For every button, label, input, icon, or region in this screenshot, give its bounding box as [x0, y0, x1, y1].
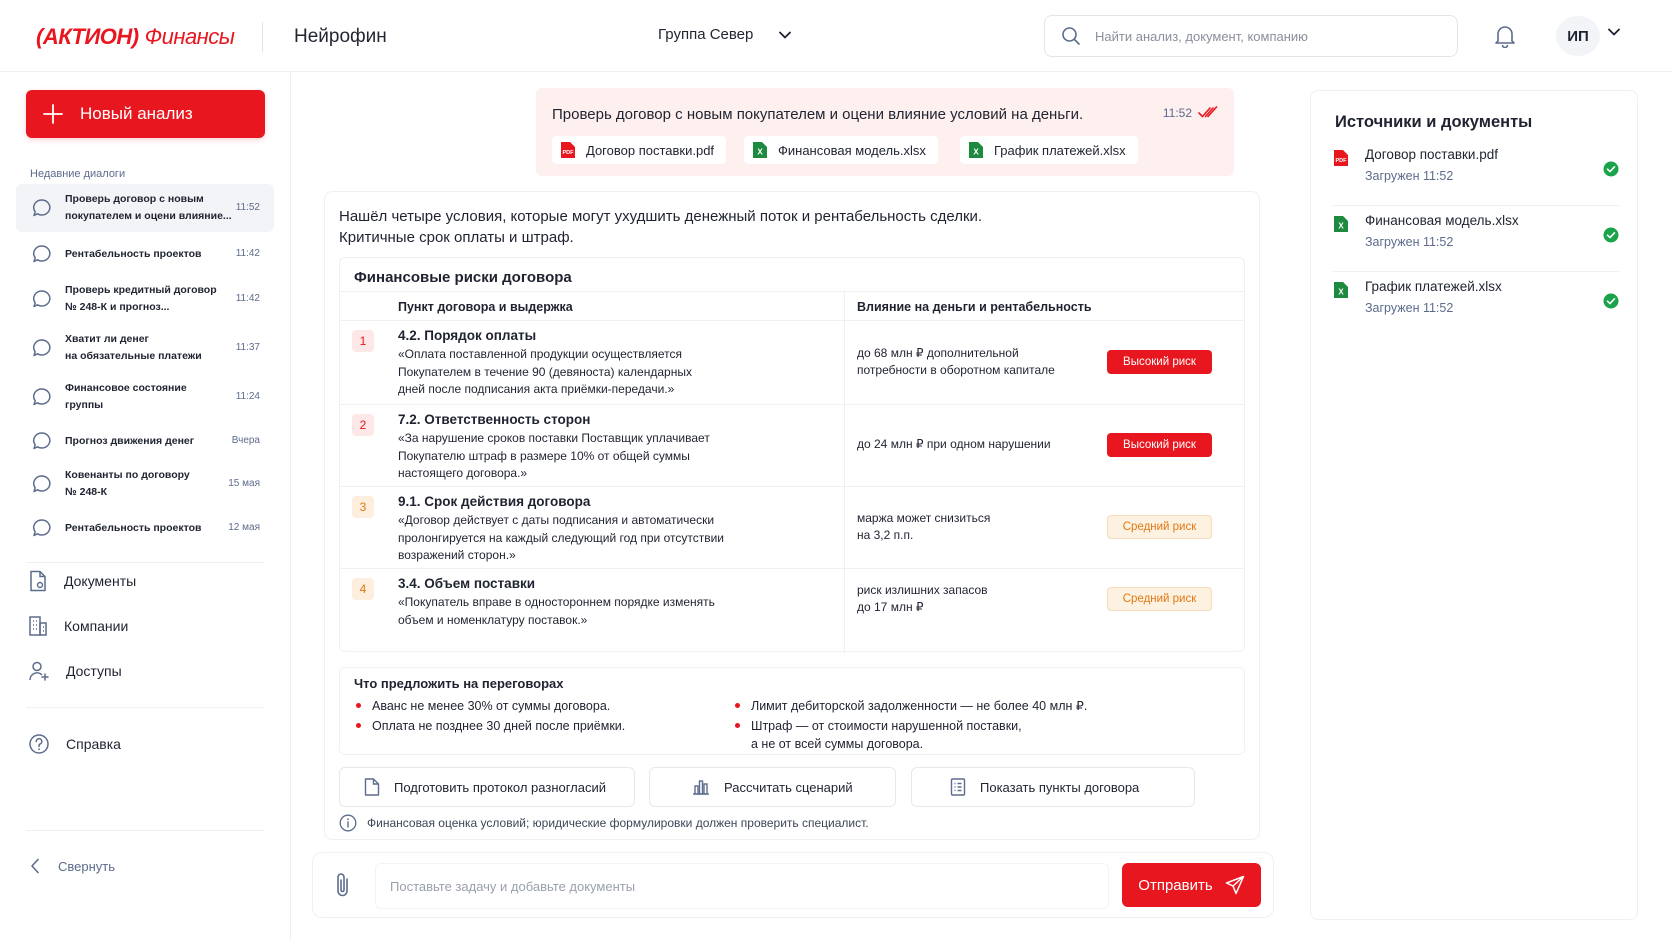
chat-bubble-icon	[32, 244, 52, 264]
chat-bubble-icon	[32, 289, 52, 309]
negotiation-item	[733, 717, 1022, 753]
dialog-title-line: на обязательные платежи	[65, 350, 202, 362]
impact-text	[857, 510, 1097, 545]
table-divider	[340, 404, 1244, 405]
dialog-title-line: Проверь договор с новым	[65, 193, 204, 205]
dialog-title	[65, 282, 217, 316]
notifications-button[interactable]	[1494, 24, 1516, 53]
disclaimer-text: Финансовая оценка условий; юридические формулировки должен проверить специалист.	[367, 816, 869, 830]
risk-badge: Средний риск	[1107, 515, 1212, 539]
dialog-title-line: Проверь кредитный договор	[65, 284, 217, 296]
pdf-file-icon	[560, 141, 576, 159]
dialog-time: 11:37	[235, 342, 260, 353]
negotiation-card	[339, 667, 1245, 755]
help-icon	[28, 733, 50, 755]
excel-file-icon	[1333, 215, 1349, 233]
search-input[interactable]	[1095, 29, 1425, 44]
user-message	[536, 88, 1234, 176]
clause-title: 9.1. Срок действия договора	[398, 494, 591, 509]
impact-line: до 68 млн ₽ дополнительной	[857, 345, 1019, 360]
negotiation-item-line: Штраф — от стоимости нарушенной поставки,	[751, 719, 1022, 733]
source-name: График платежей.xlsx	[1365, 279, 1502, 294]
clause-excerpt	[398, 594, 798, 629]
clause-excerpt-line: пролонгируется на каждый следующий год при отсутствии	[398, 530, 724, 545]
paperclip-icon[interactable]	[333, 871, 353, 899]
dialog-title-line: группы	[65, 399, 104, 411]
clause-excerpt	[398, 512, 798, 565]
check-circle-icon	[1603, 161, 1619, 177]
dialog-title	[65, 433, 194, 450]
dialog-time: 11:52	[235, 202, 260, 213]
dialog-title	[65, 380, 187, 414]
dialog-title	[65, 246, 201, 263]
app-title: Нейрофин	[294, 26, 387, 47]
impact-text	[857, 582, 1097, 617]
dialog-time: 11:24	[235, 391, 260, 402]
logo-product: Финансы	[144, 24, 235, 49]
impact-line: до 24 млн ₽ при одном нарушении	[857, 437, 1051, 452]
excel-file-icon	[968, 141, 984, 159]
table-divider	[340, 486, 1244, 487]
svg-text:X: X	[1338, 287, 1344, 297]
document-icon	[28, 570, 48, 592]
risk-badge: Высокий риск	[1107, 350, 1212, 374]
composer	[312, 852, 1274, 918]
row-number-badge: 4	[352, 578, 374, 600]
group-selector[interactable]	[658, 26, 791, 43]
dialog-title-line: Финансовое состояние	[65, 382, 187, 394]
clause-excerpt-line: «Покупатель вправе в одностороннем порядке изменять	[398, 595, 715, 609]
show-clauses-button[interactable]	[911, 767, 1195, 807]
chat-bubble-icon	[32, 474, 52, 494]
row-number-badge: 3	[352, 496, 374, 518]
sources-title: Источники и документы	[1335, 113, 1533, 131]
negotiation-item: Оплата не позднее 30 дней после приёмки.	[354, 717, 625, 735]
header-divider	[262, 22, 263, 52]
action-label: Подготовить протокол разногласий	[394, 779, 607, 795]
source-document[interactable]	[1333, 147, 1623, 207]
dialog-title-line: Хватит ли денег	[65, 333, 149, 345]
chat-bubble-icon	[32, 338, 52, 358]
search-icon	[1061, 26, 1081, 46]
svg-text:PDF: PDF	[1335, 158, 1347, 164]
clause-excerpt-line: настоящего договора.»	[398, 466, 528, 480]
impact-text	[857, 345, 1097, 380]
chat-bubble-icon	[32, 431, 52, 451]
source-name: Финансовая модель.xlsx	[1365, 213, 1519, 228]
dialog-title-line: Прогноз движения денег	[65, 434, 195, 447]
source-document[interactable]	[1333, 213, 1623, 273]
sidebar-divider	[26, 830, 264, 831]
dialog-title-line: Рентабельность проектов	[65, 247, 202, 260]
send-label: Отправить	[1138, 876, 1213, 894]
bar-chart-icon	[692, 779, 710, 795]
svg-text:X: X	[1338, 221, 1344, 231]
recent-dialog-item[interactable]	[16, 184, 274, 232]
clause-excerpt-line: возражений сторон.»	[398, 548, 516, 562]
clause-excerpt	[398, 346, 798, 399]
recent-dialog-item[interactable]	[16, 325, 274, 371]
clause-title: 7.2. Ответственность сторон	[398, 412, 591, 427]
top-header	[0, 0, 1672, 72]
dialog-time: Вчера	[231, 435, 260, 446]
clause-excerpt-line: объем и номенклатуру поставок.»	[398, 612, 588, 627]
send-button[interactable]	[1122, 863, 1261, 907]
avatar[interactable]: ИП	[1556, 16, 1600, 56]
clause-title: 3.4. Объем поставки	[398, 576, 536, 591]
user-add-icon	[28, 660, 50, 682]
dialog-time: 11:42	[235, 293, 260, 304]
clause-excerpt-line: «За нарушение сроков поставки Поставщик уплачивает	[398, 431, 710, 445]
chat-bubble-icon	[32, 198, 52, 218]
impact-text	[857, 436, 1097, 454]
dialog-title-line: покупателем и оцени влияние...	[65, 210, 232, 222]
impact-line: маржа может снизиться	[857, 510, 991, 525]
dialog-title-line: № 248-К	[65, 486, 108, 498]
negotiation-item: Лимит дебиторской задолженности — не более 40 млн ₽.	[733, 697, 1087, 715]
dialog-title-line: Ковенанты по договору	[65, 469, 190, 481]
nav-documents[interactable]	[28, 570, 136, 592]
chat-bubble-icon	[32, 518, 52, 538]
dialog-title-line: № 248-К и прогноз...	[65, 301, 170, 313]
dialog-time: 12 мая	[228, 522, 260, 533]
column-divider	[844, 291, 845, 653]
check-circle-icon	[1603, 227, 1619, 243]
risk-table-title: Финансовые риски договора	[354, 269, 572, 286]
list-document-icon	[950, 778, 966, 796]
chevron-left-icon	[30, 858, 40, 874]
negotiation-item: Аванс не менее 30% от суммы договора.	[354, 697, 610, 715]
excel-file-icon	[752, 141, 768, 159]
prepare-protocol-button[interactable]	[339, 767, 635, 807]
dialog-time: 15 мая	[228, 478, 260, 489]
clause-excerpt-line: Покупателем в течение 90 (девяноста) календарных	[398, 364, 692, 379]
sidebar-divider	[26, 562, 264, 563]
assistant-answer	[324, 191, 1260, 840]
negotiation-item-line: а не от всей суммы договора.	[751, 737, 924, 751]
row-number-badge: 2	[352, 414, 374, 436]
attachment-name: Финансовая модель.xlsx	[778, 142, 926, 158]
dialog-title	[65, 520, 201, 537]
check-circle-icon	[1603, 293, 1619, 309]
nav-help[interactable]	[28, 733, 121, 755]
recent-dialog-item[interactable]	[16, 513, 274, 543]
recent-dialog-item[interactable]	[16, 276, 274, 322]
message-input[interactable]	[375, 863, 1109, 909]
excel-file-icon	[1333, 281, 1349, 299]
nav-companies-label: Компании	[64, 618, 129, 634]
logo-brand: (АКТИОН)	[36, 24, 139, 49]
recent-dialog-item[interactable]	[16, 461, 274, 507]
recent-dialogs-title: Недавние диалоги	[30, 168, 126, 180]
row-number-badge: 1	[352, 330, 374, 352]
attachment-xlsx[interactable]	[960, 136, 1138, 164]
attachment-xlsx[interactable]	[744, 136, 938, 164]
source-document[interactable]	[1333, 279, 1623, 339]
action-label: Показать пункты договора	[980, 779, 1140, 795]
collapse-sidebar-button[interactable]	[30, 858, 115, 874]
pdf-file-icon	[1333, 149, 1349, 167]
dialog-title	[65, 467, 190, 501]
attachment-name: Договор поставки.pdf	[586, 142, 715, 158]
clause-excerpt-line: «Договор действует с даты подписания и автоматически	[398, 513, 715, 527]
recent-dialog-item[interactable]	[16, 239, 274, 269]
send-icon	[1225, 875, 1245, 895]
answer-intro	[339, 206, 982, 248]
table-divider	[340, 291, 1244, 292]
nav-access-label: Доступы	[66, 663, 122, 679]
user-message-text: Проверь договор с новым покупателем и оцени влияние условий на деньги.	[552, 106, 1084, 123]
document-icon	[364, 778, 380, 796]
disclaimer	[339, 814, 869, 832]
svg-text:PDF: PDF	[562, 150, 574, 156]
clause-excerpt-line: Покупателю штраф в размере 10% от общей суммы	[398, 448, 690, 463]
recent-dialog-item[interactable]	[16, 426, 274, 456]
source-divider	[1333, 205, 1619, 206]
svg-text:X: X	[757, 147, 763, 157]
clause-excerpt	[398, 430, 798, 483]
risk-table	[339, 257, 1245, 652]
action-label: Рассчитать сценарий	[724, 779, 853, 795]
nav-help-label: Справка	[66, 736, 121, 752]
double-check-icon	[1198, 105, 1218, 119]
dialog-title	[65, 191, 232, 225]
answer-intro-line: Критичные срок оплаты и штраф.	[339, 229, 574, 246]
sidebar-divider	[26, 707, 264, 708]
answer-intro-line: Нашёл четыре условия, которые могут ухудшить денежный поток и рентабельность сделки.	[339, 208, 983, 225]
impact-line: на 3,2 п.п.	[857, 528, 914, 542]
recent-dialog-item[interactable]	[16, 374, 274, 420]
calculate-scenario-button[interactable]	[649, 767, 896, 807]
column-header: Влияние на деньги и рентабельность	[857, 300, 1092, 314]
new-analysis-label: Новый анализ	[80, 104, 193, 123]
logo[interactable]	[36, 20, 234, 54]
group-selector-label: Группа Север	[658, 26, 754, 43]
clause-excerpt-line: «Оплата поставленной продукции осуществляется	[398, 347, 682, 361]
column-header: Пункт договора и выдержка	[398, 300, 573, 314]
table-divider	[340, 320, 1244, 321]
attachment-name: График платежей.xlsx	[994, 142, 1126, 158]
nav-companies[interactable]	[28, 615, 128, 637]
sidebar	[0, 72, 291, 941]
risk-badge: Средний риск	[1107, 587, 1212, 611]
sources-panel	[1310, 90, 1638, 920]
info-icon	[339, 814, 357, 832]
impact-line: риск излишних запасов	[857, 582, 988, 597]
chevron-down-icon	[779, 31, 791, 39]
clause-excerpt-line: дней после подписания акта приёмки-передачи.»	[398, 382, 675, 396]
attachment-pdf[interactable]	[552, 136, 726, 164]
dialog-title-line: Рентабельность проектов	[65, 521, 202, 534]
source-status: Загружен 11:52	[1365, 301, 1454, 315]
new-analysis-button[interactable]	[26, 90, 265, 138]
source-status: Загружен 11:52	[1365, 169, 1454, 183]
source-name: Договор поставки.pdf	[1365, 147, 1498, 162]
impact-line: потребности в оборотном капитале	[857, 363, 1055, 377]
collapse-label: Свернуть	[58, 858, 116, 874]
chevron-down-icon[interactable]	[1608, 28, 1620, 36]
user-message-time: 11:52	[1162, 106, 1192, 120]
source-status: Загружен 11:52	[1365, 235, 1454, 249]
dialog-time: 11:42	[235, 248, 260, 259]
chat-bubble-icon	[32, 387, 52, 407]
svg-text:X: X	[973, 147, 979, 157]
clause-title: 4.2. Порядок оплаты	[398, 328, 537, 343]
building-icon	[28, 615, 48, 637]
impact-line: до 17 млн ₽	[857, 600, 924, 614]
search-box[interactable]	[1044, 15, 1458, 57]
source-divider	[1333, 271, 1619, 272]
nav-access[interactable]	[28, 660, 122, 682]
dialog-title	[65, 331, 202, 365]
plus-icon	[42, 103, 64, 125]
nav-documents-label: Документы	[64, 573, 137, 589]
negotiation-title: Что предложить на переговорах	[354, 676, 564, 691]
risk-badge: Высокий риск	[1107, 433, 1212, 457]
table-divider	[340, 568, 1244, 569]
bell-icon	[1494, 24, 1516, 48]
